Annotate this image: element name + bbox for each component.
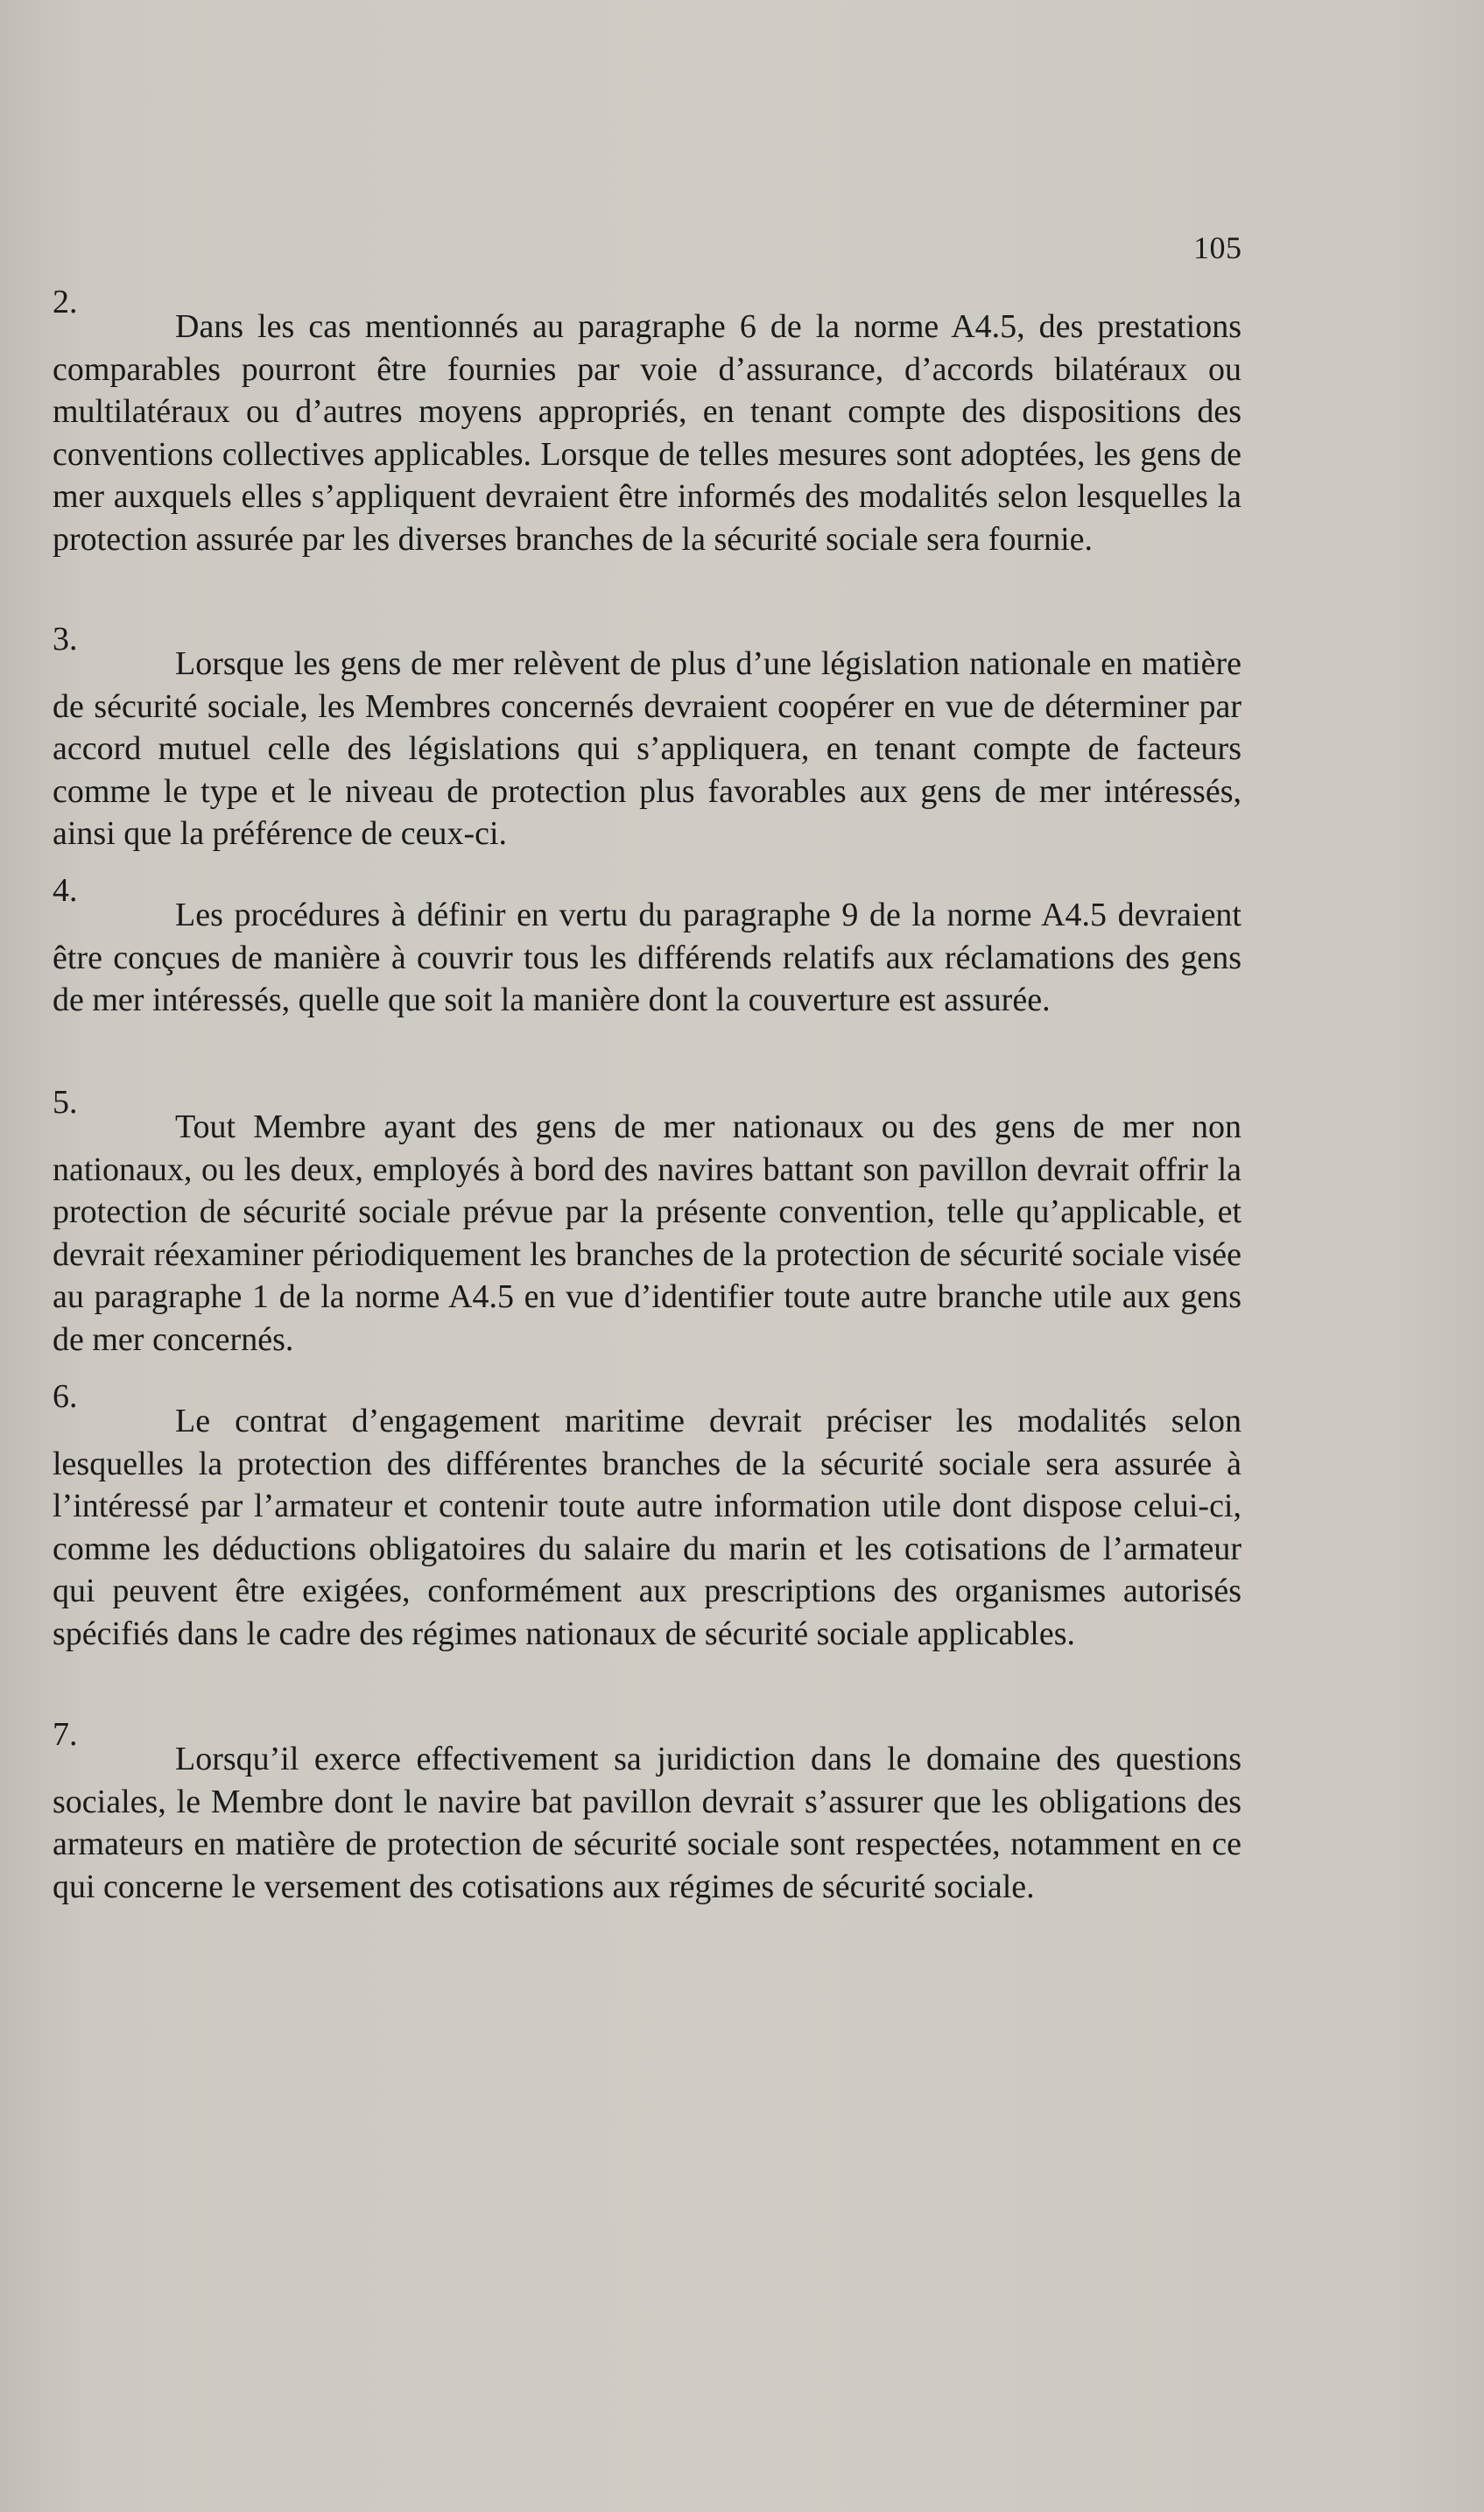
paragraph-number: 2.: [53, 284, 78, 320]
paragraph-text: Lorsqu’il exerce effectivement sa juridiction dans le domaine des questions sociales, le Membre dont le navire bat pavillon devrait s’assurer que les obligations des armateurs en matière de protection de sécurité sociale sont respectées, notamment en ce qui concerne le versement des cotisations aux régimes de sécurité sociale.: [53, 1741, 1241, 1905]
paragraph-3: [53, 621, 1241, 855]
paragraph-6: [53, 1378, 1241, 1655]
paragraph-text: Les procédures à définir en vertu du paragraphe 9 de la norme A4.5 devraient être conçues de manière à couvrir tous les différends relatifs aux réclamations des gens de mer intéressés, quelle que soit la manière dont la couverture est assurée.: [53, 897, 1241, 1018]
paragraph-number: 5.: [53, 1084, 78, 1121]
paragraph-4: [53, 872, 1241, 1022]
paragraph-number: 4.: [53, 872, 78, 909]
paragraph-number: 3.: [53, 621, 78, 658]
paragraph-text: Lorsque les gens de mer relèvent de plus d’une législation nationale en matière de sécurité sociale, les Membres concernés devraient coopérer en vue de déterminer par accord mutuel celle des législations qui s’appliquera, en tenant compte de facteurs comme le type et le niveau de protection plus favorables aux gens de mer intéressés, ainsi que la préférence de ceux-ci.: [53, 645, 1241, 852]
paragraph-text: Le contrat d’engagement maritime devrait préciser les modalités selon lesquelles la protection des différentes branches de la sécurité sociale sera assurée à l’intéressé par l’armateur et contenir toute autre information utile dont dispose celui-ci, comme les déductions obligatoires du salaire du marin et les cotisations de l’armateur qui peuvent être exigées, conformément aux prescriptions des organismes autorisés spécifiés dans le cadre des régimes nationaux de sécurité sociale applicables.: [53, 1403, 1241, 1652]
page-number: 105: [1193, 230, 1242, 265]
paragraph-text: Tout Membre ayant des gens de mer nationaux ou des gens de mer non nationaux, ou les deux, employés à bord des navires battant son pavillon devrait offrir la protection de sécurité sociale prévue par la présente convention, telle qu’applicable, et devrait réexaminer périodiquement les branches de la protection de sécurité sociale visée au paragraphe 1 de la norme A4.5 en vue d’identifier toute autre branche utile aux gens de mer concernés.: [53, 1108, 1241, 1358]
paragraph-text: Dans les cas mentionnés au paragraphe 6 de la norme A4.5, des prestations comparables pourront être fournies par voie d’assurance, d’accords bilatéraux ou multilatéraux ou d’autres moyens appropriés, en tenant compte des dispositions des conventions collectives applicables. Lorsque de telles mesures sont adoptées, les gens de mer auxquels elles s’appliquent devraient être informés des modalités selon lesquelles la protection assurée par les diverses branches de la sécurité sociale sera fournie.: [53, 308, 1241, 558]
paragraph-2: [53, 284, 1241, 560]
paragraph-number: 6.: [53, 1378, 78, 1415]
paragraph-5: [53, 1084, 1241, 1361]
paragraph-7: [53, 1716, 1241, 1908]
paragraph-number: 7.: [53, 1716, 78, 1753]
